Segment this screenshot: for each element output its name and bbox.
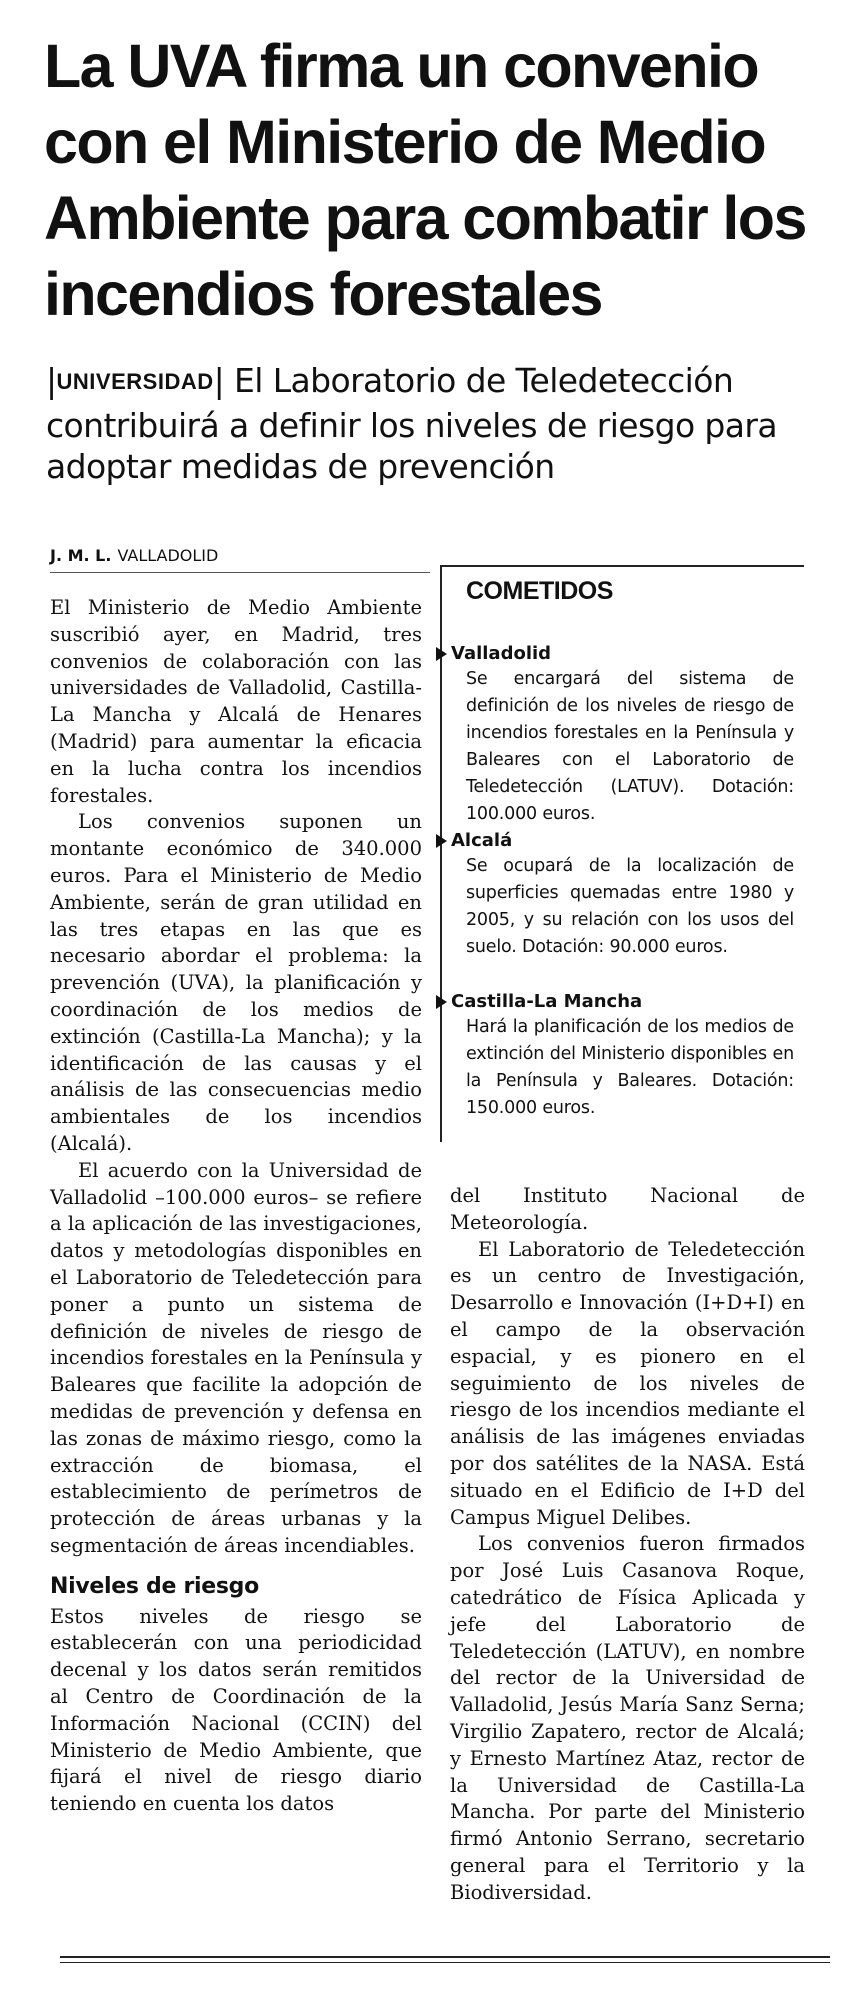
article-paragraph: El Ministerio de Medio Ambiente suscribió ayer, en Madrid, tres convenios de colaboración con las universidades de Valladolid, Castilla-La Mancha y Alcalá de Henares (Madrid) para aumentar la eficacia en la lucha contra los incendios forestales. bbox=[50, 596, 422, 807]
arrow-right-icon bbox=[436, 995, 447, 1009]
page-bottom-rule bbox=[60, 1962, 830, 1963]
sidebar-item-heading bbox=[442, 990, 794, 1014]
sidebar-box bbox=[440, 565, 804, 1142]
page-bottom-rule bbox=[60, 1956, 830, 1958]
sidebar-item-text: Se ocupará de la localización de superficies quemadas entre 1980 y 2005, y su relación con los usos del suelo. Dotación: 90.000 euros. bbox=[466, 856, 794, 957]
byline-location: VALLADOLID bbox=[117, 546, 219, 565]
article-paragraph: El Laboratorio de Teledetección es un centro de Investigación, Desarrollo e Innovación (I+D+I) en el campo de la observación espacial, y es pionero en el seguimiento de los niveles de riesgo de los incendios mediante el análisis de las imágenes enviadas por dos satélites de la NASA. Está situado en el Edificio de I+D del Campus Miguel Delibes. bbox=[450, 1237, 805, 1529]
sidebar-title: COMETIDOS bbox=[466, 577, 613, 605]
subhead-text: El Laboratorio de Teledetección contribuirá a definir los niveles de riesgo para adoptar medidas de prevención bbox=[46, 361, 777, 486]
sidebar-item-heading bbox=[442, 829, 794, 853]
sidebar-item-heading-text: Valladolid bbox=[451, 643, 552, 664]
sidebar-item-text: Hará la planificación de los medios de extinción del Ministerio disponibles en la Península y Baleares. Dotación: 150.000 euros. bbox=[466, 1017, 794, 1118]
sidebar-item-heading-text: Alcalá bbox=[451, 830, 513, 851]
sidebar-item-castilla-la-mancha bbox=[442, 990, 794, 1122]
article-column-left bbox=[50, 595, 422, 1818]
byline bbox=[50, 546, 430, 565]
section-divider: | bbox=[46, 361, 57, 400]
sidebar-item-heading bbox=[442, 642, 794, 666]
sidebar-item-valladolid bbox=[442, 642, 794, 828]
section-label: UNIVERSIDAD bbox=[56, 369, 214, 394]
byline-rule bbox=[50, 572, 430, 573]
article-paragraph: Los convenios suponen un montante económico de 340.000 euros. Para el Ministerio de Medio Ambiente, serán de gran utilidad en las tres etapas en las que es necesario abordar el problema: la prevención (UVA), la planificación y coordinación de los medios de extinción (Castilla-La Mancha); y la identificación de las causas y el análisis de las consecuencias medio ambientales de los incendios (Alcalá). bbox=[50, 810, 422, 1155]
sidebar-item-text: Se encargará del sistema de definición de los niveles de riesgo de incendios forestales en la Península y Baleares con el Laboratorio de Teledetección (LATUV). Dotación: 100.000 euros. bbox=[466, 669, 794, 824]
article-paragraph: El acuerdo con la Universidad de Valladolid –100.000 euros– se refiere a la aplicación de las investigaciones, datos y metodologías disponibles en el Laboratorio de Teledetección para poner a punto un sistema de definición de niveles de riesgo de incendios forestales en la Península y Baleares que facilite la adopción de medidas de prevención y defensa en las zonas de máximo riesgo, como la extracción de biomasa, el establecimiento de perímetros de protección de áreas urbanas y la segmentación de áreas incendiables. bbox=[50, 1158, 422, 1557]
article-paragraph: Los convenios fueron firmados por José Luis Casanova Roque, catedrático de Física Aplicada y jefe del Laboratorio de Teledetección (LATUV), en nombre del rector de la Universidad de Valladolid, Jesús María Sanz Serna; Virgilio Zapatero, rector de Alcalá; y Ernesto Martínez Ataz, rector de la Universidad de Castilla-La Mancha. Por parte del Ministerio firmó Antonio Serrano, secretario general para el Territorio y la Biodiversidad. bbox=[450, 1532, 805, 1904]
arrow-right-icon bbox=[436, 647, 447, 661]
article-paragraph: Estos niveles de riesgo se establecerán con una periodicidad decenal y los datos serán remitidos al Centro de Coordinación de la Información Nacional (CCIN) del Ministerio de Medio Ambiente, que fijará el nivel de riesgo diario teniendo en cuenta los datos bbox=[50, 1604, 422, 1816]
article-column-right bbox=[450, 1183, 805, 1907]
sidebar-item-alcala bbox=[442, 829, 794, 961]
headline: La UVA firma un convenio con el Ministerio de Medio Ambiente para combatir los incendios forestales bbox=[44, 32, 806, 328]
byline-author: J. M. L. bbox=[50, 546, 112, 565]
sidebar-item-heading-text: Castilla-La Mancha bbox=[451, 991, 643, 1012]
article-paragraph: del Instituto Nacional de Meteorología. bbox=[450, 1184, 805, 1234]
arrow-right-icon bbox=[436, 834, 447, 848]
section-subtitle: Niveles de riesgo bbox=[50, 1573, 259, 1599]
subhead bbox=[46, 360, 826, 487]
section-divider: | bbox=[213, 361, 235, 400]
